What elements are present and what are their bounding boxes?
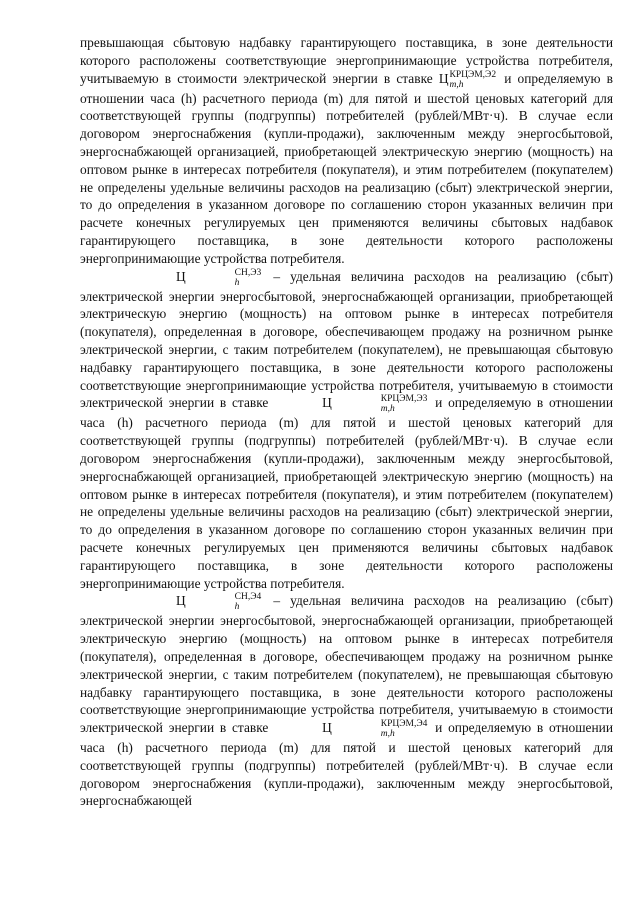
paragraph-2-text-a: – удельная величина расходов на реализацию (сбыт) электрической энергии энергосбытовой, энергоснабжающей организации, приобретающей электрическую энергию (мощность) на оптовом рынке в интересах потребителя (покупателя), определенная в договоре, обеспечивающем продажу на розничном рынке электрической энергии, с таким потребителем (покупателем), не превышающая сбытовую надбавку гарантирующего поставщика, в зоне деятельности которого расположены соответствующие энергопринимающие устройства потребителя, учитываемую в стоимости электрической энергии в ставке <box>80 268 613 411</box>
formula-subscript: h <box>234 277 240 288</box>
paragraph-2 <box>80 268 613 593</box>
formula-subscript: m,h <box>380 729 395 740</box>
formula-base: Ц <box>176 268 186 284</box>
formula-superscript: КРЦЭМ,Э2 <box>449 69 497 80</box>
formula-subscript: m,h <box>380 404 395 415</box>
formula-superscript: КРЦЭМ,Э4 <box>380 719 428 730</box>
formula-price-krcem-e2 <box>439 70 498 90</box>
formula-price-krcem-e3 <box>274 394 429 414</box>
formula-superscript: СН,Э3 <box>234 267 262 278</box>
paragraph-3-text-a: – удельная величина расходов на реализацию (сбыт) электрической энергии энергосбытовой, энергоснабжающей организации, приобретающей электрическую энергию (мощность) на оптовом рынке в интересах потребителя (покупателя), определенная в договоре, обеспечивающем продажу на розничном рынке электрической энергии, с таким потребителем (покупателем), не превышающая сбытовую надбавку гарантирующего поставщика, в зоне деятельности которого расположены соответствующие энергопринимающие устройства потребителя, учитываемую в стоимости электрической энергии в ставке <box>80 593 613 736</box>
formula-superscript: КРЦЭМ,Э3 <box>380 394 428 405</box>
formula-base: Ц <box>176 593 186 609</box>
formula-sn-e4 <box>128 592 263 612</box>
formula-price-krcem-e4 <box>274 719 429 739</box>
paragraph-1-text-a: превышающая сбытовую надбавку гарантирующего поставщика, в зоне деятельности которого расположены соответствующие энергопринимающие устройства потребителя, учитываемую в стоимости электрической энергии в ставке <box>80 35 613 86</box>
paragraph-1-text-b: и определяемую в отношении часа (h) расчетного периода (m) для пятой и шестой ценовых категорий для соответствующей группы (подгруппы) потребителей (рублей/МВт·ч). В случае если договором энергоснабжения (купли-продажи), заключенным между энергосбытовой, энергоснабжающей организацией, приобретающей электрическую энергию (мощность) на оптовом рынке в интересах потребителя (покупателя), и этим потребителем (покупателем) не определены удельные величины расходов на реализацию (сбыт) электрической энергии, то до определения в указанном договоре по соглашению сторон указанных величин при расчете конечных регулируемых цен применяются величины сбытовых надбавок гарантирующего поставщика, в зоне деятельности которого расположены энергопринимающие устройства потребителя. <box>80 70 613 266</box>
document-page <box>80 34 613 810</box>
formula-subscript: h <box>234 602 240 613</box>
paragraph-3 <box>80 592 613 810</box>
formula-superscript: СН,Э4 <box>234 592 262 603</box>
formula-base: Ц <box>322 395 332 411</box>
formula-base: Ц <box>322 720 332 736</box>
paragraph-1 <box>80 34 613 268</box>
formula-base: Ц <box>438 70 449 86</box>
formula-subscript: m,h <box>449 79 464 90</box>
paragraph-3-text-b: и определяемую в отношении часа (h) расчетного периода (m) для пятой и шестой ценовых категорий для соответствующей группы (подгруппы) потребителей (рублей/МВт·ч). В случае если договором энергоснабжения (купли-продажи), заключенным между энергосбытовой, энергоснабжающей <box>80 720 613 809</box>
paragraph-2-text-b: и определяемую в отношении часа (h) расчетного периода (m) для пятой и шестой ценовых категорий для соответствующей группы (подгруппы) потребителей (рублей/МВт·ч). В случае если договором энергоснабжения (купли-продажи), заключенным между энергосбытовой, энергоснабжающей организацией, приобретающей электрическую энергию (мощность) на оптовом рынке в интересах потребителя (покупателя), и этим потребителем (покупателем) не определены удельные величины расходов на реализацию (сбыт) электрической энергии, то до определения в указанном договоре по соглашению сторон указанных величин при расчете конечных регулируемых цен применяются величины сбытовых надбавок гарантирующего поставщика, в зоне деятельности которого расположены энергопринимающие устройства потребителя. <box>80 395 613 591</box>
formula-sn-e3 <box>128 268 263 288</box>
